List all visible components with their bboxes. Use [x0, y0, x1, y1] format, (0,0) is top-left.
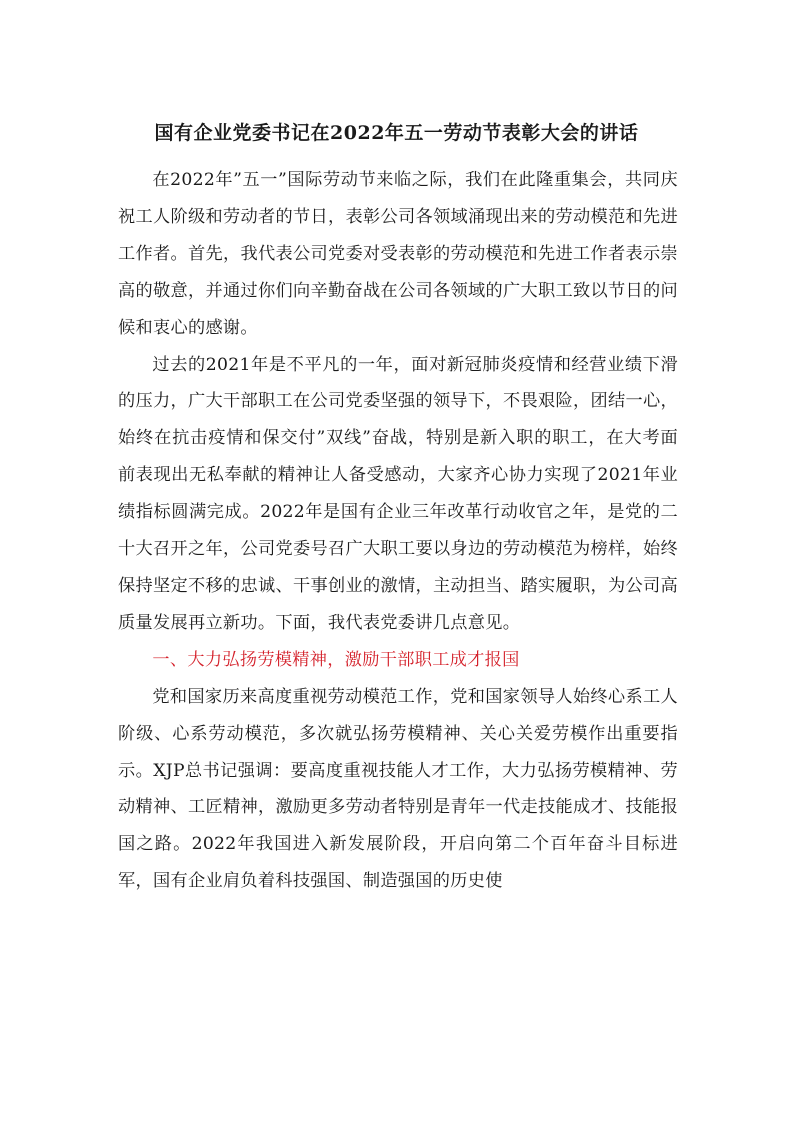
document-title: 国有企业党委书记在2022年五一劳动节表彰大会的讲话	[154, 122, 639, 144]
paragraph-intro: 在2022年”五一”国际劳动节来临之际，我们在此隆重集会，共同庆祝工人阶级和劳动者的节日，表彰公司各领域涌现出来的劳动模范和先进工作者。首先，我代表公司党委对受表彰的劳动模范和先进工作者表示崇高的敬意，并通过你们向辛勤奋战在公司各领域的广大职工致以节日的问候和衷心的感谢。	[118, 170, 678, 338]
paragraph-review: 过去的2021年是不平凡的一年，面对新冠肺炎疫情和经营业绩下滑的压力，广大干部职工在公司党委坚强的领导下，不畏艰险，团结一心，始终在抗击疫情和保交付”双线”奋战，特别是新入职的职工，在大考面前表现出无私奉献的精神让人备受感动，大家齐心协力实现了2021年业绩指标圆满完成。2022年是国有企业三年改革行动收官之年，是党的二十大召开之年，公司党委号召广大职工要以身边的劳动模范为榜样，始终保持坚定不移的忠诚、干事创业的激情，主动担当、踏实履职，为公司高质量发展再立新功。下面，我代表党委讲几点意见。	[118, 354, 678, 633]
document-body	[118, 162, 678, 900]
paragraph-section-one: 党和国家历来高度重视劳动模范工作，党和国家领导人始终心系工人阶级、心系劳动模范，多次就弘扬劳模精神、关心关爱劳模作出重要指示。XJP总书记强调：要高度重视技能人才工作，大力弘扬劳模精神、劳动精神、工匠精神，激励更多劳动者特别是青年一代走技能成才、技能报国之路。2022年我国进入新发展阶段，开启向第二个百年奋斗目标进军，国有企业肩负着科技强国、制造强国的历史使	[118, 686, 678, 892]
section-heading: 一、大力弘扬劳模精神，激励干部职工成才报国	[152, 649, 520, 670]
